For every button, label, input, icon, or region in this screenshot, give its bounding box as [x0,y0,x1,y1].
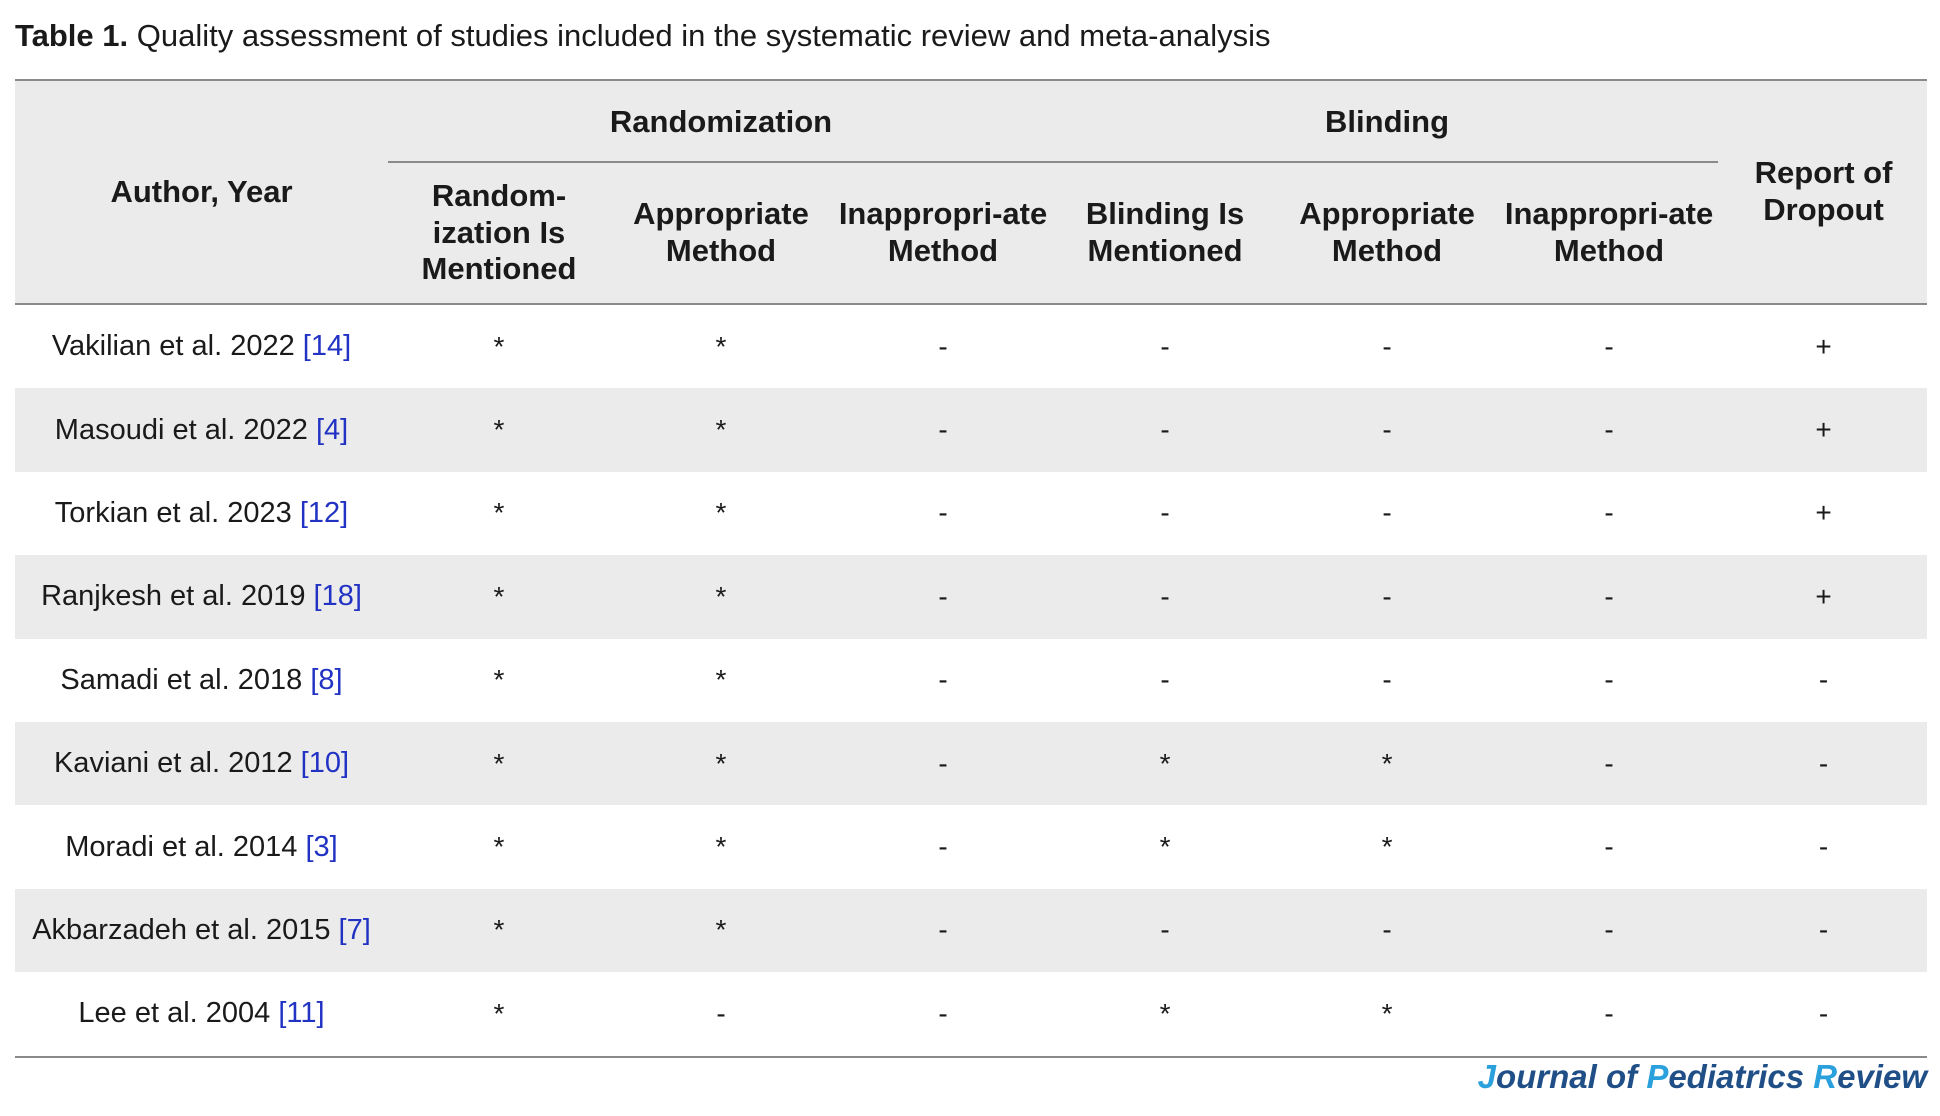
reference-link[interactable]: [12] [299,496,349,529]
blinding-mentioned-cell: - [1160,497,1170,529]
randomization-inappropriate-cell: - [832,722,1054,805]
table-row [15,972,1927,1056]
blinding-mentioned-cell: * [1054,972,1276,1056]
author-cell [15,304,388,388]
blinding-inappropriate-cell: - [1604,330,1614,362]
reference-link[interactable]: [10] [300,747,350,780]
table-row [15,472,1927,555]
author-cell [15,639,388,722]
blinding-mentioned-cell: - [1160,664,1170,696]
blinding-appropriate-cell: - [1276,555,1498,638]
randomization-inappropriate-cell: - [832,889,1054,972]
table-caption-label: Table 1. [15,18,129,53]
author-year-text: Vakilian et al. 2022 [51,330,303,363]
randomization-appropriate-cell: * [715,330,727,362]
author-year-text: Masoudi et al. 2022 [54,413,316,446]
reference-link[interactable]: [14] [302,330,352,363]
header-randomization-appropriate-method: Appropriate Method [610,163,832,304]
dropout-cell: - [1818,831,1829,863]
blinding-appropriate-cell: - [1382,497,1392,529]
author-year-text: Lee et al. 2004 [78,997,279,1030]
header-randomization-group: Randomization [388,80,1054,163]
dropout-cell: + [1815,330,1832,362]
blinding-inappropriate-cell: - [1604,831,1614,863]
author-year-text: Torkian et al. 2023 [54,496,300,529]
randomization-appropriate-cell: * [715,497,727,529]
header-blinding-mentioned: Blinding Is Mentioned [1054,163,1276,304]
dropout-cell: - [1720,722,1927,805]
randomization-appropriate-cell: - [610,972,832,1056]
blinding-inappropriate-cell: - [1604,497,1614,529]
randomization-mentioned-cell: * [493,831,505,863]
blinding-inappropriate-cell: - [1604,664,1614,696]
header-blinding-inappropriate-method: Inappropri-ate Method [1498,163,1720,304]
blinding-appropriate-cell: * [1381,831,1393,863]
blinding-inappropriate-cell: - [1498,722,1720,805]
table-body [15,304,1927,1057]
randomization-mentioned-cell: * [388,889,610,972]
blinding-appropriate-cell: - [1276,388,1498,471]
table-caption [15,18,1271,54]
reference-link[interactable]: [3] [305,830,338,863]
author-cell [15,722,388,805]
blinding-appropriate-cell: - [1382,664,1392,696]
journal-logo-text: ediatrics [1668,1058,1814,1095]
header-blinding-appropriate-method: Appropriate Method [1276,163,1498,304]
header-blinding-group: Blinding [1054,80,1720,163]
dropout-cell: - [1720,972,1927,1056]
blinding-mentioned-cell: - [1054,889,1276,972]
dropout-cell: + [1720,388,1927,471]
header-randomization-mentioned: Random-ization Is Mentioned [388,163,610,304]
randomization-inappropriate-cell: - [938,330,948,362]
randomization-mentioned-cell: * [388,388,610,471]
randomization-inappropriate-cell: - [832,388,1054,471]
reference-link[interactable]: [4] [315,413,349,446]
randomization-appropriate-cell: * [610,388,832,471]
journal-logo-initial-r: R [1813,1058,1838,1095]
randomization-mentioned-cell: * [493,497,505,529]
blinding-inappropriate-cell: - [1498,972,1720,1056]
table-header [15,80,1927,304]
dropout-cell: - [1818,664,1829,696]
table-row [15,722,1927,805]
randomization-inappropriate-cell: - [938,664,948,696]
table-row [15,388,1927,471]
dropout-cell: + [1815,497,1832,529]
randomization-inappropriate-cell: - [938,497,948,529]
blinding-mentioned-cell: * [1159,831,1171,863]
randomization-appropriate-cell: * [610,889,832,972]
randomization-inappropriate-cell: - [832,972,1054,1056]
author-year-text: Samadi et al. 2018 [60,663,311,696]
author-cell [15,472,388,555]
blinding-mentioned-cell: - [1160,330,1170,362]
table-caption-text: Quality assessment of studies included in the systematic review and meta-analysis [128,18,1271,53]
table-row [15,805,1927,888]
blinding-appropriate-cell: - [1276,889,1498,972]
reference-link[interactable]: [8] [310,663,343,696]
reference-link[interactable]: [7] [338,913,371,946]
randomization-mentioned-cell: * [388,972,610,1056]
randomization-appropriate-cell: * [715,664,727,696]
header-report-of-dropout: Report of Dropout [1720,80,1927,304]
table-row [15,555,1927,638]
dropout-cell: + [1720,555,1927,638]
dropout-cell: - [1720,889,1927,972]
author-cell [15,889,388,972]
journal-logo-text: eview [1837,1058,1927,1095]
randomization-inappropriate-cell: - [938,831,948,863]
reference-link[interactable]: [18] [313,580,362,613]
blinding-appropriate-cell: - [1382,330,1392,362]
randomization-appropriate-cell: * [610,555,832,638]
author-year-text: Moradi et al. 2014 [65,830,306,863]
author-year-text: Kaviani et al. 2012 [53,747,301,780]
blinding-mentioned-cell: - [1054,388,1276,471]
randomization-mentioned-cell: * [388,722,610,805]
blinding-appropriate-cell: * [1276,972,1498,1056]
randomization-mentioned-cell: * [493,330,505,362]
header-author-year: Author, Year [15,80,388,304]
author-cell [15,388,388,471]
blinding-appropriate-cell: * [1276,722,1498,805]
blinding-mentioned-cell: - [1054,555,1276,638]
journal-logo [1478,1058,1927,1096]
randomization-inappropriate-cell: - [832,555,1054,638]
randomization-mentioned-cell: * [493,664,505,696]
header-group-row [15,80,1927,163]
blinding-inappropriate-cell: - [1498,388,1720,471]
quality-assessment-table [15,79,1927,1058]
author-cell [15,805,388,888]
author-cell [15,972,388,1056]
blinding-mentioned-cell: * [1054,722,1276,805]
blinding-inappropriate-cell: - [1498,889,1720,972]
blinding-inappropriate-cell: - [1498,555,1720,638]
randomization-appropriate-cell: * [715,831,727,863]
randomization-mentioned-cell: * [388,555,610,638]
table-row [15,889,1927,972]
author-cell [15,555,388,638]
header-randomization-inappropriate-method: Inappropri-ate Method [832,163,1054,304]
journal-logo-initial-j: J [1477,1058,1496,1095]
author-year-text: Akbarzadeh et al. 2015 [32,913,339,946]
journal-logo-initial-p: P [1646,1058,1669,1095]
author-year-text: Ranjkesh et al. 2019 [41,580,314,613]
journal-logo-text: ournal of [1495,1058,1647,1095]
table-row [15,304,1927,388]
randomization-appropriate-cell: * [610,722,832,805]
table-row [15,639,1927,722]
reference-link[interactable]: [11] [278,997,325,1030]
